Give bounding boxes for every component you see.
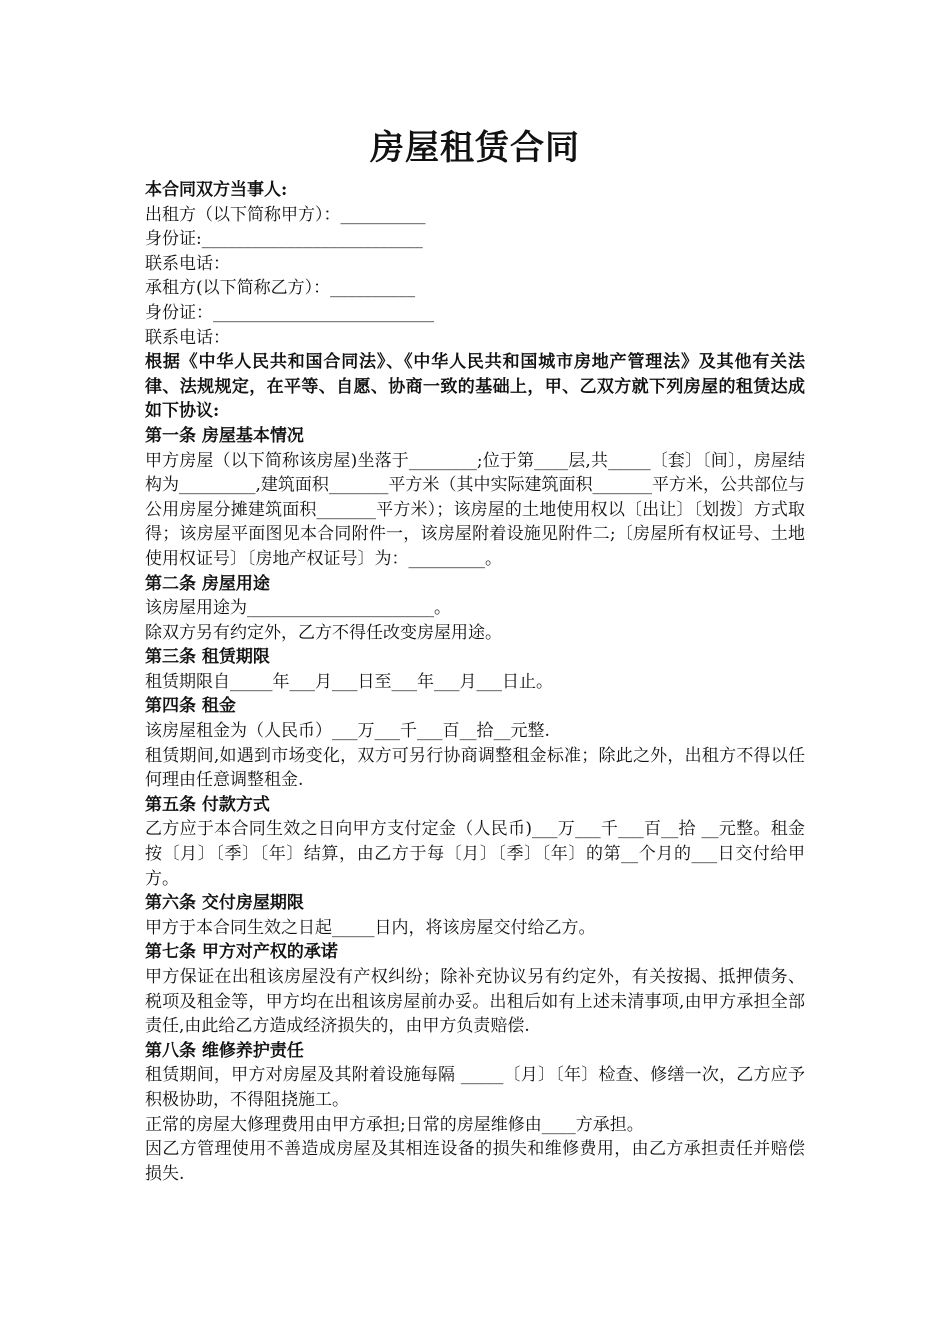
section-heading: 第三条 租赁期限 <box>145 647 270 668</box>
document-title: 房屋租赁合同 <box>370 128 580 168</box>
section-heading: 第六条 交付房屋期限 <box>145 893 304 914</box>
paragraph: 租赁期限自_____年___月___日至___年___月___日止。 <box>145 671 553 692</box>
paragraph: 联系电话： <box>145 253 230 274</box>
paragraph: 承租方(以下简称乙方）：__________ <box>145 278 416 299</box>
document-page <box>145 118 805 1186</box>
paragraph: 除双方另有约定外，乙方不得任改变房屋用途。 <box>145 622 502 643</box>
paragraph: 联系电话： <box>145 327 230 348</box>
paragraph: 该房屋用途为______________________。 <box>145 598 451 619</box>
document-body <box>145 178 805 1186</box>
paragraph: 甲方于本合同生效之日起_____日内，将该房屋交付给乙方。 <box>145 917 596 938</box>
section-heading: 第一条 房屋基本情况 <box>145 425 304 446</box>
paragraph: 乙方应于本合同生效之日向甲方支付定金（人民币)___万___千___百__拾 __元整。租金按〔月〕〔季〕〔年〕结算，由乙方于每〔月〕〔季〕〔年〕的第__个月的___日交付给甲方。 <box>145 819 805 889</box>
paragraph: 身份证：__________________________ <box>145 302 434 323</box>
paragraph: 甲方房屋（以下简称该房屋)坐落于________;位于第____层,共_____〔套〕〔间〕，房屋结构为_________,建筑面积_______平方米（其中实际建筑面积_______平方米，公共部位与公用房屋分摊建筑面积_______平方米）；该房屋的土地使用权以〔出让〕〔划拨〕方式取得；该房屋平面图见本合同附件一，该房屋附着设施见附件二;〔房屋所有权证号、土地使用权证号〕〔房地产权证号〕为：_________。 <box>145 450 805 569</box>
paragraph: 因乙方管理使用不善造成房屋及其相连设备的损失和维修费用，由乙方承担责任并赔偿损失. <box>145 1139 805 1184</box>
paragraph: 身份证:__________________________ <box>145 229 423 250</box>
section-heading: 本合同双方当事人: <box>145 180 288 200</box>
section-heading: 第七条 甲方对产权的承诺 <box>145 942 338 963</box>
paragraph: 租赁期间,如遇到市场变化，双方可另行协商调整租金标准；除此之外，出租方不得以任何理由任意调整租金. <box>145 745 805 791</box>
paragraph: 租赁期间，甲方对房屋及其附着设施每隔 _____〔月〕〔年〕检查、修缮一次，乙方应予积极协助，不得阻挠施工。 <box>145 1065 805 1110</box>
paragraph: 甲方保证在出租该房屋没有产权纠纷；除补充协议另有约定外，有关按揭、抵押债务、税项及租金等，甲方均在出租该房屋前办妥。出租后如有上述未清事项,由甲方承担全部责任,由此给乙方造成经济损失的，由甲方负责赔偿. <box>145 967 805 1037</box>
section-heading: 第四条 租金 <box>145 696 236 717</box>
section-heading: 第二条 房屋用途 <box>145 573 270 594</box>
section-heading: 根据《中华人民共和国合同法》、《中华人民共和国城市房地产管理法》及其他有关法律、法规规定，在平等、自愿、协商一致的基础上，甲、乙双方就下列房屋的租赁达成如下协议: <box>145 352 805 422</box>
section-heading: 第五条 付款方式 <box>145 794 270 815</box>
paragraph: 出租方（以下简称甲方）：__________ <box>145 204 426 225</box>
paragraph: 该房屋租金为（人民币）___万___千___百__拾__元整. <box>145 721 550 742</box>
section-heading: 第八条 维修养护责任 <box>145 1040 304 1061</box>
paragraph: 正常的房屋大修理费用由甲方承担;日常的房屋维修由____方承担。 <box>145 1114 644 1135</box>
